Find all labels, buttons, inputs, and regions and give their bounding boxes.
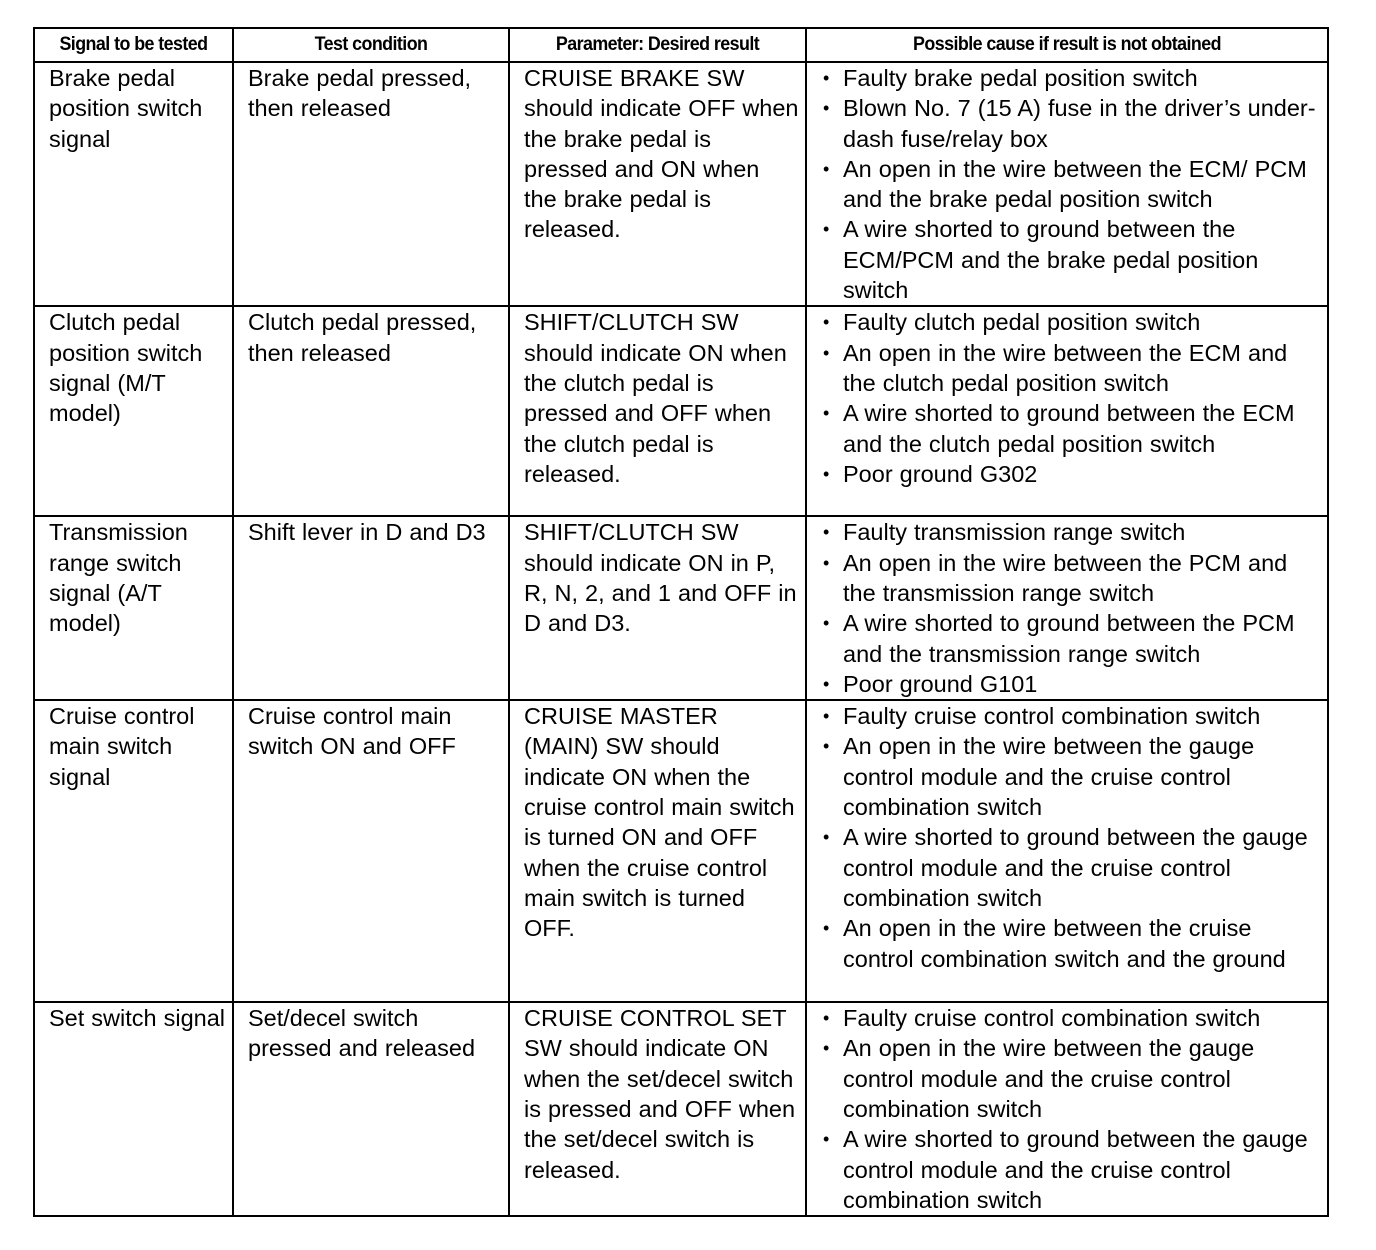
test-condition-cell: Cruise control main switch ON and OFF — [233, 700, 509, 1002]
cause-text: Faulty transmission range switch — [843, 519, 1186, 546]
header-signal: Signal to be tested — [40, 28, 227, 62]
cause-text: An open in the wire between the gauge control module and the cruise control combination switch — [843, 733, 1255, 821]
cause-text: A wire shorted to ground between the ECM and the clutch pedal position switch — [843, 400, 1295, 457]
diagnostic-table — [33, 27, 1329, 1217]
cause-item — [821, 731, 1321, 822]
possible-cause-cell — [806, 306, 1328, 516]
bullet-icon: • — [823, 312, 830, 333]
signal-cell: Transmission range switch signal (A/T model) — [34, 516, 233, 700]
cause-text: A wire shorted to ground between the gauge control module and the cruise control combination switch — [843, 824, 1308, 911]
header-possible-cause: Possible cause if result is not obtained — [822, 28, 1313, 62]
table-row — [34, 62, 1328, 306]
header-test-condition: Test condition — [241, 28, 500, 62]
cause-text: An open in the wire between the PCM and the transmission range switch — [843, 549, 1288, 606]
bullet-icon: • — [823, 158, 830, 179]
cause-item — [821, 398, 1321, 459]
cause-text: A wire shorted to ground between the ECM/PCM and the brake pedal position switch — [843, 216, 1259, 304]
bullet-icon: • — [823, 918, 830, 939]
cause-list — [821, 517, 1321, 699]
bullet-icon: • — [823, 522, 830, 543]
cause-text: Poor ground G101 — [843, 670, 1038, 697]
table-row — [34, 516, 1328, 700]
cause-text: Poor ground G302 — [843, 460, 1038, 487]
bullet-icon: • — [823, 736, 830, 757]
bullet-icon: • — [823, 463, 830, 484]
possible-cause-cell — [806, 516, 1328, 700]
cause-text: A wire shorted to ground between the gauge control module and the cruise control combination switch — [843, 1126, 1308, 1213]
cause-item — [821, 517, 1321, 547]
table-row — [34, 700, 1328, 1002]
cause-list — [821, 63, 1321, 305]
bullet-icon: • — [823, 673, 830, 694]
cause-text: An open in the wire between the gauge control module and the cruise control combination switch — [843, 1035, 1255, 1123]
cause-item — [821, 1033, 1321, 1124]
bullet-icon: • — [823, 1129, 830, 1150]
cause-item — [821, 913, 1321, 974]
cause-text: Faulty cruise control combination switch — [843, 703, 1261, 730]
test-condition-cell: Set/decel switch pressed and released — [233, 1002, 509, 1216]
signal-cell: Brake pedal position switch signal — [34, 62, 233, 306]
cause-item — [821, 669, 1321, 699]
table-row — [34, 1002, 1328, 1216]
cause-item — [821, 338, 1321, 399]
cause-item — [821, 822, 1321, 913]
cause-item — [821, 307, 1321, 337]
bullet-icon: • — [823, 219, 830, 240]
cause-item — [821, 701, 1321, 731]
desired-result-cell: CRUISE BRAKE SW should indicate OFF when the brake pedal is pressed and ON when the brake pedal is released. — [509, 62, 806, 306]
desired-result-cell: SHIFT/CLUTCH SW should indicate ON when the clutch pedal is pressed and OFF when the clutch pedal is released. — [509, 306, 806, 516]
cause-text: Faulty brake pedal position switch — [843, 65, 1198, 91]
bullet-icon: • — [823, 68, 830, 88]
table-row — [34, 306, 1328, 516]
bullet-icon: • — [823, 613, 830, 634]
bullet-icon: • — [823, 706, 830, 727]
bullet-icon: • — [823, 342, 830, 363]
bullet-icon: • — [823, 1008, 830, 1029]
cause-item — [821, 608, 1321, 669]
diagnostic-table-container — [33, 27, 1327, 1217]
table-header-row — [34, 28, 1328, 62]
cause-item — [821, 548, 1321, 609]
signal-cell: Set switch signal — [34, 1002, 233, 1216]
cause-text: Faulty cruise control combination switch — [843, 1005, 1261, 1032]
desired-result-cell: CRUISE CONTROL SET SW should indicate ON when the set/decel switch is pressed and OFF when the set/decel switch is released. — [509, 1002, 806, 1216]
cause-item — [821, 154, 1321, 215]
test-condition-cell: Brake pedal pressed, then released — [233, 62, 509, 306]
cause-item — [821, 214, 1321, 305]
cause-item — [821, 63, 1321, 93]
cause-text: A wire shorted to ground between the PCM and the transmission range switch — [843, 610, 1295, 667]
possible-cause-cell — [806, 62, 1328, 306]
cause-list — [821, 1003, 1321, 1215]
signal-cell: Clutch pedal position switch signal (M/T model) — [34, 306, 233, 516]
desired-result-cell: CRUISE MASTER (MAIN) SW should indicate ON when the cruise control main switch is turned ON and OFF when the cruise control main switch is turned OFF. — [509, 700, 806, 1002]
cause-text: An open in the wire between the ECM/ PCM and the brake pedal position switch — [843, 155, 1307, 213]
bullet-icon: • — [823, 1038, 830, 1059]
possible-cause-cell — [806, 700, 1328, 1002]
cause-item — [821, 1003, 1321, 1033]
cause-text: Blown No. 7 (15 A) fuse in the driver’s under-dash fuse/relay box — [843, 95, 1316, 152]
test-condition-cell: Shift lever in D and D3 — [233, 516, 509, 700]
cause-text: Faulty clutch pedal position switch — [843, 309, 1201, 336]
cause-list — [821, 701, 1321, 974]
test-condition-cell: Clutch pedal pressed, then released — [233, 306, 509, 516]
possible-cause-cell — [806, 1002, 1328, 1216]
cause-item — [821, 459, 1321, 489]
bullet-icon: • — [823, 552, 830, 573]
cause-text: An open in the wire between the cruise control combination switch and the ground — [843, 915, 1286, 972]
bullet-icon: • — [823, 827, 830, 848]
cause-text: An open in the wire between the ECM and the clutch pedal position switch — [843, 339, 1288, 396]
signal-cell: Cruise control main switch signal — [34, 700, 233, 1002]
bullet-icon: • — [823, 98, 830, 119]
cause-item — [821, 1124, 1321, 1215]
cause-item — [821, 93, 1321, 154]
header-parameter: Parameter: Desired result — [518, 28, 797, 62]
bullet-icon: • — [823, 403, 830, 424]
cause-list — [821, 307, 1321, 489]
desired-result-cell: SHIFT/CLUTCH SW should indicate ON in P, R, N, 2, and 1 and OFF in D and D3. — [509, 516, 806, 700]
